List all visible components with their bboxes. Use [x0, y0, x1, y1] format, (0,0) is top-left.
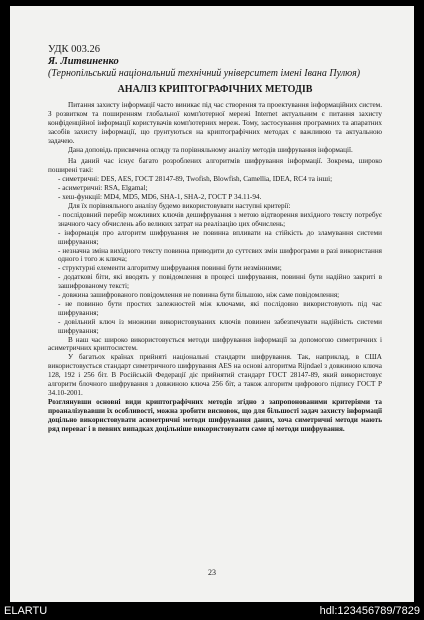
list-item: - не повинно бути простих залежностей між ключами, які послідовно використовують під час шифрування; — [58, 299, 382, 317]
list-item: - структурні елементи алгоритму шифрування повинні бути незмінними; — [58, 264, 282, 273]
list-item: - інформація про алгоритм шифрування не повинна впливати на стійкість до зламування системи шифрування; — [58, 228, 382, 246]
list-item: - асиметричні: RSA, Elgamal; — [58, 184, 148, 193]
conclusion-paragraph: Розглянувши основні види криптографічних методів згідно з запропонованими критеріями та проаналізувавши їх особливості, можна зробити висновок, що для більшості задач захисту інформації доцільно використовувати асиметричні методи шифрування даних, хоча симетричні методи мають ряд переваг і в певних випадках доцільніше використовувати саме ці методи шифрування. — [48, 397, 382, 433]
list-item: - незначна зміна вихідного тексту повинна приводити до суттєвих змін шифрограми в разі використання одного і того ж ключа; — [58, 246, 382, 264]
paragraph: Для їх порівняльного аналізу будемо використовувати наступні критерії: — [68, 201, 291, 210]
article-title: АНАЛІЗ КРИПТОГРАФІЧНИХ МЕТОДІВ — [117, 84, 313, 95]
paragraph: В наш час широко використовується методи шифрування інформації за допомогою симетричних і асиметричних криптосистем. — [48, 335, 382, 353]
list-item: - додаткові біти, які вводять у повідомлення в процесі шифрування, повинні бути надійно закриті в зашифрованому тексті; — [58, 273, 382, 291]
paragraph: На даний час існує багато розроблених алгоритмів шифрування інформації. Зокрема, широко поширені такі: — [48, 157, 382, 175]
list-item: - довжина зашифрованого повідомлення не повинна бути більшою, ніж саме повідомлення; — [58, 291, 340, 300]
paragraph: Дана доповідь присвячена огляду та порівняльному аналізу методів шифрування інформації. — [68, 145, 353, 154]
paragraph: У багатьох країнах прийняті національні стандарти шифрування. Так, наприклад, в США використовується стандарт симетричного шифрування AES на основі алгоритма Rijndael з довжиною ключа 128, 192 і 256 біт. В Російській Федерації діє прийнятий стандарт ГОСТ 28147-89, який використовує алгоритм блочного шифрування з довжиною ключа 256 біт, а також алгоритм цифрового підпису ГОСТ Р 34.10-2001. — [48, 353, 382, 397]
repository-label: ELARTU — [4, 605, 48, 617]
list-item: - довільний ключ із множини використовуваних ключів повинен забезпечувати надійність системи шифрування; — [58, 317, 382, 335]
list-item: - хеш-функції: MD4, MD5, MD6, SHA-1, SHA-2, ГОСТ Р 34.11-94. — [58, 193, 262, 202]
list-item: - послідовний перебір можливих ключів дешифрування з метою відтворення вихідного тексту потребує значного часу обчислень або великих затрат на реалізацію цих обчислень; — [58, 210, 382, 228]
paragraph: Питання захисту інформації часто виникає під час створення та проектування інформаційних систем. З розвитком та поширенням глобальної комп'ютерної мережі Internet актуальним є питання захисту конфіденційної інформації користувачів комп'ютерних мереж. Тому, застосування програмних та апаратних засобів захисту інформації, що ґрунтуються на криптографічних методах є важливою та актуальною задачею. — [48, 101, 382, 145]
author-affiliation: (Тернопільський національний технічний університет імені Івана Пулюя) — [48, 68, 361, 79]
viewer-footer — [0, 602, 424, 620]
udk-code: УДК 003.26 — [48, 44, 101, 55]
handle-identifier: hdl:123456789/7829 — [319, 605, 420, 617]
page-number: 23 — [208, 568, 216, 577]
author-name: Я. Литвиненко — [48, 56, 119, 67]
document-page — [10, 6, 414, 602]
list-item: - симетричні: DES, AES, ГОСТ 28147-89, Twofish, Blowfish, Camellia, IDEA, RC4 та інші; — [58, 175, 333, 184]
article-body — [48, 101, 382, 434]
page-content — [48, 44, 382, 434]
